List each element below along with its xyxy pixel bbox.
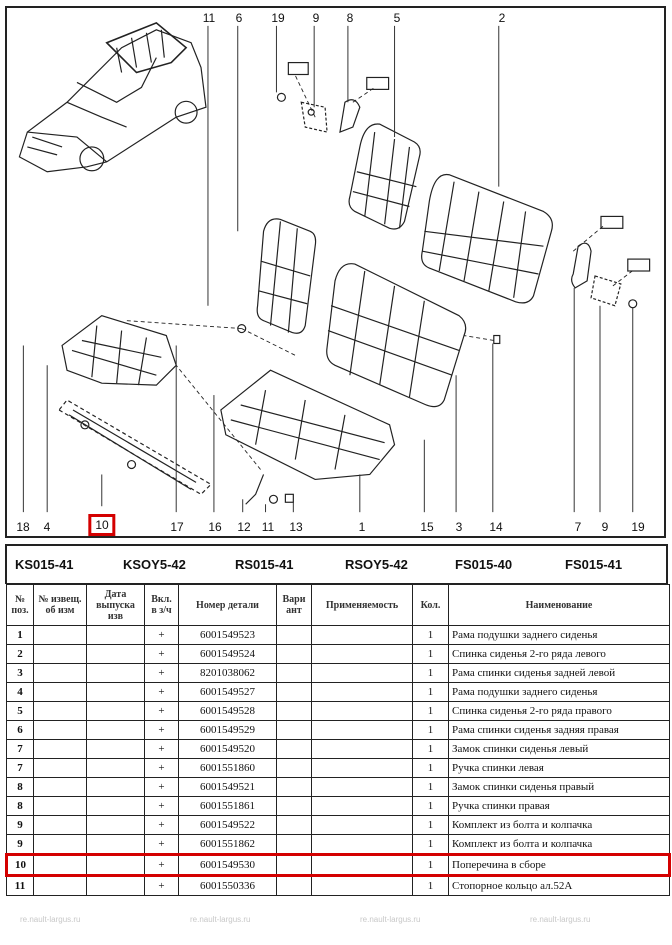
watermark-text: re.nault-largus.ru xyxy=(190,915,251,924)
row-qty: 1 xyxy=(413,778,449,797)
row-date xyxy=(87,626,145,645)
backrest-3 xyxy=(327,264,466,407)
row-incl: + xyxy=(145,759,179,778)
row-date xyxy=(87,664,145,683)
row-qty: 1 xyxy=(413,740,449,759)
callout-bottom-3-highlighted[interactable]: 10 xyxy=(88,514,115,536)
row-pos: 2 xyxy=(7,645,34,664)
watermark-text: re.nault-largus.ru xyxy=(360,915,421,924)
row-variant xyxy=(277,797,312,816)
table-row[interactable] xyxy=(7,702,670,721)
row-name: Ручка спинки левая xyxy=(449,759,670,778)
row-qty: 1 xyxy=(413,626,449,645)
row-notice xyxy=(34,721,87,740)
row-name: Комплект из болта и колпачка xyxy=(449,835,670,855)
row-name: Спинка сиденья 2-го ряда правого xyxy=(449,702,670,721)
table-row[interactable] xyxy=(7,740,670,759)
row-notice xyxy=(34,816,87,835)
row-pos: 10 xyxy=(7,855,34,876)
table-row[interactable] xyxy=(7,816,670,835)
row-incl: + xyxy=(145,876,179,896)
callout-bottom-1[interactable]: 18 xyxy=(16,520,30,534)
callout-bottom-14[interactable]: 9 xyxy=(601,520,609,534)
row-name: Рама спинки сиденья задняя правая xyxy=(449,721,670,740)
row-part-number: 6001551860 xyxy=(179,759,277,778)
row-part-number: 6001549530 xyxy=(179,855,277,876)
row-applicability xyxy=(312,797,413,816)
table-row[interactable] xyxy=(7,835,670,855)
row-name: Замок спинки сиденья левый xyxy=(449,740,670,759)
row-qty: 1 xyxy=(413,816,449,835)
row-incl: + xyxy=(145,664,179,683)
callout-bottom-10[interactable]: 15 xyxy=(420,520,434,534)
row-variant xyxy=(277,855,312,876)
callout-top-2[interactable]: 6 xyxy=(235,11,243,25)
watermark-text: re.nault-largus.ru xyxy=(20,915,81,924)
callout-top-6[interactable]: 5 xyxy=(393,11,401,25)
row-variant xyxy=(277,759,312,778)
callout-bottom-13[interactable]: 7 xyxy=(574,520,582,534)
callout-top-4[interactable]: 9 xyxy=(312,11,320,25)
model-code: RSOY5-42 xyxy=(345,557,408,572)
exploded-parts-diagram xyxy=(5,6,666,538)
row-applicability xyxy=(312,645,413,664)
row-date xyxy=(87,855,145,876)
row-pos: 7 xyxy=(7,759,34,778)
row-qty: 1 xyxy=(413,645,449,664)
row-notice xyxy=(34,645,87,664)
row-date xyxy=(87,759,145,778)
row-notice xyxy=(34,683,87,702)
row-pos: 6 xyxy=(7,721,34,740)
row-variant xyxy=(277,835,312,855)
row-part-number: 6001549524 xyxy=(179,645,277,664)
row-applicability xyxy=(312,702,413,721)
row-applicability xyxy=(312,740,413,759)
row-pos: 1 xyxy=(7,626,34,645)
table-header-row xyxy=(7,585,670,626)
row-date xyxy=(87,645,145,664)
row-pos: 9 xyxy=(7,835,34,855)
row-incl: + xyxy=(145,797,179,816)
row-qty: 1 xyxy=(413,702,449,721)
row-incl: + xyxy=(145,702,179,721)
callout-top-1[interactable]: 11 xyxy=(202,11,216,25)
row-part-number: 6001549521 xyxy=(179,778,277,797)
row-applicability xyxy=(312,721,413,740)
row-incl: + xyxy=(145,778,179,797)
row-name: Спинка сиденья 2-го ряда левого xyxy=(449,645,670,664)
model-code: KS015-41 xyxy=(15,557,74,572)
table-row[interactable] xyxy=(7,664,670,683)
callout-bottom-15[interactable]: 19 xyxy=(631,520,645,534)
model-code: FS015-40 xyxy=(455,557,513,572)
row-incl: + xyxy=(145,835,179,855)
callout-top-3[interactable]: 19 xyxy=(271,11,285,25)
row-qty: 1 xyxy=(413,876,449,896)
row-date xyxy=(87,778,145,797)
row-name: Рама подушки заднего сиденья xyxy=(449,683,670,702)
row-date xyxy=(87,835,145,855)
row-notice xyxy=(34,702,87,721)
cushion-4 xyxy=(62,316,176,385)
row-name: Ручка спинки правая xyxy=(449,797,670,816)
row-variant xyxy=(277,626,312,645)
row-qty: 1 xyxy=(413,835,449,855)
row-notice xyxy=(34,876,87,896)
row-date xyxy=(87,702,145,721)
row-notice xyxy=(34,855,87,876)
header-date: Дата выпуска изв xyxy=(87,585,145,626)
row-part-number: 6001549527 xyxy=(179,683,277,702)
callout-bottom-5[interactable]: 16 xyxy=(208,520,222,534)
header-pos: № поз. xyxy=(7,585,34,626)
callout-top-7[interactable]: 2 xyxy=(498,11,506,25)
row-variant xyxy=(277,664,312,683)
crossmember-10 xyxy=(59,400,211,494)
table-row-highlighted[interactable] xyxy=(7,855,670,876)
table-row[interactable] xyxy=(7,645,670,664)
row-pos: 9 xyxy=(7,816,34,835)
row-notice xyxy=(34,759,87,778)
row-pos: 5 xyxy=(7,702,34,721)
row-name: Стопорное кольцо ал.52А xyxy=(449,876,670,896)
cushion-1 xyxy=(221,370,395,479)
header-notice: № извещ. об изм xyxy=(34,585,87,626)
backrest-6 xyxy=(257,219,315,333)
row-notice xyxy=(34,835,87,855)
row-qty: 1 xyxy=(413,855,449,876)
row-qty: 1 xyxy=(413,721,449,740)
row-date xyxy=(87,816,145,835)
row-part-number: 6001549523 xyxy=(179,626,277,645)
row-incl: + xyxy=(145,645,179,664)
row-part-number: 6001549520 xyxy=(179,740,277,759)
row-variant xyxy=(277,702,312,721)
row-notice xyxy=(34,740,87,759)
row-variant xyxy=(277,645,312,664)
row-pos: 8 xyxy=(7,778,34,797)
row-applicability xyxy=(312,778,413,797)
row-qty: 1 xyxy=(413,797,449,816)
header-name: Наименование xyxy=(449,585,670,626)
row-notice xyxy=(34,797,87,816)
watermark-text: re.nault-largus.ru xyxy=(530,915,591,924)
callout-bottom-6[interactable]: 12 xyxy=(237,520,251,534)
table-row[interactable] xyxy=(7,778,670,797)
row-part-number: 6001551861 xyxy=(179,797,277,816)
backrest-2 xyxy=(422,174,553,302)
row-qty: 1 xyxy=(413,759,449,778)
row-date xyxy=(87,683,145,702)
table-row[interactable] xyxy=(7,759,670,778)
row-notice xyxy=(34,778,87,797)
row-incl: + xyxy=(145,721,179,740)
row-name: Рама подушки заднего сиденья xyxy=(449,626,670,645)
header-incl: Вкл. в з/ч xyxy=(145,585,179,626)
row-variant xyxy=(277,816,312,835)
callout-bottom-11[interactable]: 3 xyxy=(455,520,463,534)
row-applicability xyxy=(312,835,413,855)
table-row[interactable] xyxy=(7,797,670,816)
model-code: FS015-41 xyxy=(565,557,623,572)
row-name: Замок спинки сиденья правый xyxy=(449,778,670,797)
header-part-number: Номер детали xyxy=(179,585,277,626)
row-applicability xyxy=(312,664,413,683)
table-row[interactable] xyxy=(7,683,670,702)
row-incl: + xyxy=(145,816,179,835)
car-illustration xyxy=(19,23,206,172)
row-name: Комплект из болта и колпачка xyxy=(449,816,670,835)
row-variant xyxy=(277,778,312,797)
callout-top-5[interactable]: 8 xyxy=(346,11,354,25)
callout-bottom-2[interactable]: 4 xyxy=(43,520,51,534)
row-applicability xyxy=(312,876,413,896)
row-pos: 4 xyxy=(7,683,34,702)
row-incl: + xyxy=(145,740,179,759)
row-incl: + xyxy=(145,855,179,876)
callout-bottom-7[interactable]: 11 xyxy=(261,520,275,534)
row-part-number: 6001549522 xyxy=(179,816,277,835)
row-variant xyxy=(277,683,312,702)
row-pos: 11 xyxy=(7,876,34,896)
row-applicability xyxy=(312,816,413,835)
callout-bottom-8[interactable]: 13 xyxy=(289,520,303,534)
table-row[interactable] xyxy=(7,626,670,645)
header-applicability: Применяемость xyxy=(312,585,413,626)
parts-table xyxy=(5,584,671,896)
row-qty: 1 xyxy=(413,664,449,683)
diagram-drawing xyxy=(7,8,664,536)
row-notice xyxy=(34,626,87,645)
row-pos: 8 xyxy=(7,797,34,816)
row-part-number: 6001551862 xyxy=(179,835,277,855)
callout-bottom-9[interactable]: 1 xyxy=(358,520,366,534)
header-variant: Вари ант xyxy=(277,585,312,626)
row-name: Поперечина в сборе xyxy=(449,855,670,876)
table-row[interactable] xyxy=(7,876,670,896)
model-code: RS015-41 xyxy=(235,557,294,572)
row-date xyxy=(87,797,145,816)
row-applicability xyxy=(312,626,413,645)
model-code: KSOY5-42 xyxy=(123,557,186,572)
row-notice xyxy=(34,664,87,683)
row-variant xyxy=(277,721,312,740)
row-applicability xyxy=(312,683,413,702)
model-codes-bar xyxy=(5,544,668,584)
row-applicability xyxy=(312,855,413,876)
row-qty: 1 xyxy=(413,683,449,702)
row-date xyxy=(87,721,145,740)
table-row[interactable] xyxy=(7,721,670,740)
parts-table-body xyxy=(7,626,670,896)
row-date xyxy=(87,876,145,896)
row-part-number: 6001549529 xyxy=(179,721,277,740)
header-qty: Кол. xyxy=(413,585,449,626)
row-incl: + xyxy=(145,683,179,702)
row-incl: + xyxy=(145,626,179,645)
row-variant xyxy=(277,740,312,759)
row-pos: 7 xyxy=(7,740,34,759)
callout-bottom-4[interactable]: 17 xyxy=(170,520,184,534)
row-date xyxy=(87,740,145,759)
row-pos: 3 xyxy=(7,664,34,683)
backrest-5 xyxy=(349,124,420,229)
row-part-number: 6001550336 xyxy=(179,876,277,896)
row-applicability xyxy=(312,759,413,778)
row-part-number: 6001549528 xyxy=(179,702,277,721)
row-variant xyxy=(277,876,312,896)
callout-bottom-12[interactable]: 14 xyxy=(489,520,503,534)
row-part-number: 8201038062 xyxy=(179,664,277,683)
row-name: Рама спинки сиденья задней левой xyxy=(449,664,670,683)
